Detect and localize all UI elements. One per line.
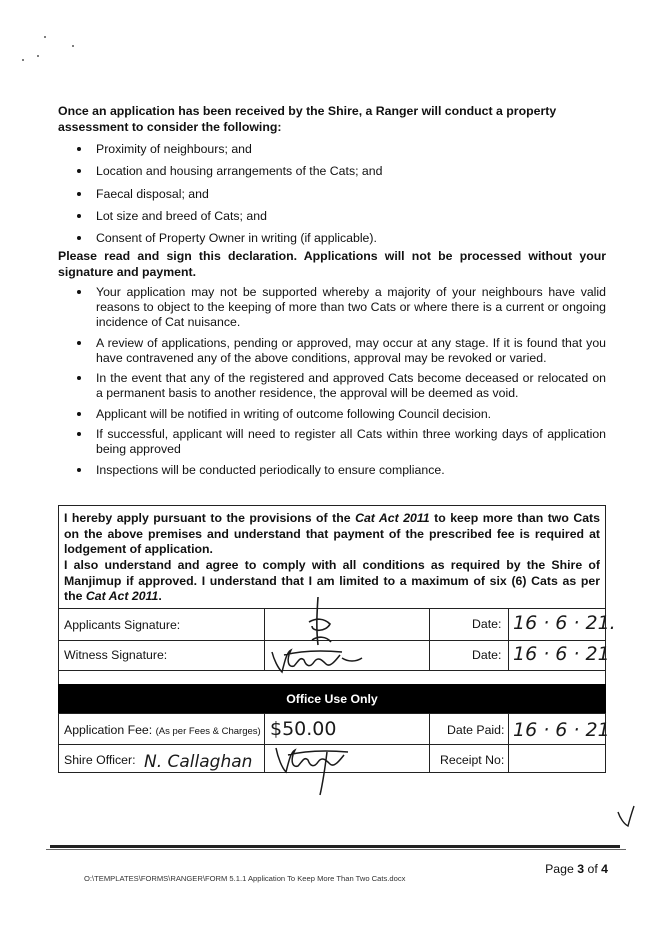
form-declaration-paragraph-1: I hereby apply pursuant to the provisions of the Cat Act 2011 to keep more than two Cats on the above premises and understand that payment of the prescribed fee is required at lodgement of application.	[64, 511, 600, 556]
date-paid-value: 16 · 6 · 21	[513, 719, 610, 741]
footer-rule	[46, 849, 626, 850]
application-fee-label: Application Fee: (As per Fees & Charges)	[64, 723, 261, 737]
form-declaration-paragraph-2: I also understand and agree to comply with all conditions as required by the Shire of Manjimup if approved. I understand that I am limited to a maximum of six (6) Cats as per the Cat Act 2011.	[64, 558, 600, 603]
shire-officer-name: N. Callaghan	[144, 752, 253, 772]
application-fee-value: $50.00	[270, 718, 337, 740]
list-item: Your application may not be supported whereby a majority of your neighbours have valid reasons to object to the keeping of more than two Cats or where there is a current or ongoing incidence of Cat nuisance.	[58, 285, 606, 330]
office-use-heading: Office Use Only	[58, 684, 606, 713]
act-name: Cat Act 2011	[85, 589, 159, 603]
applicant-date-label: Date:	[472, 617, 502, 631]
list-item: Consent of Property Owner in writing (if applicable).	[58, 231, 606, 246]
list-item: Inspections will be conducted periodically to ensure compliance.	[58, 463, 606, 478]
file-path: O:\TEMPLATES\FORMS\RANGER\FORM 5.1.1 Application To Keep More Than Two Cats.docx	[84, 874, 406, 883]
applicant-date-value: 16 · 6 · 21.	[513, 612, 616, 634]
page-number: Page 3 of 4	[545, 862, 608, 876]
list-item: Applicant will be notified in writing of outcome following Council decision.	[58, 407, 606, 422]
list-item: Lot size and breed of Cats; and	[58, 209, 606, 224]
applicant-signature-label: Applicants Signature:	[64, 618, 181, 632]
list-item: Faecal disposal; and	[58, 187, 606, 202]
declaration-heading: Please read and sign this declaration. Applications will not be processed without your signature and payment.	[58, 249, 606, 279]
list-item: A review of applications, pending or approved, may occur at any stage. If it is found that you have contravened any of the above conditions, approval may be revoked or varied.	[58, 336, 606, 366]
date-paid-label: Date Paid:	[447, 723, 505, 737]
assessment-intro: Once an application has been received by the Shire, a Ranger will conduct a property assessment to consider the following:	[58, 104, 557, 134]
receipt-no-label: Receipt No:	[440, 753, 505, 767]
act-name: Cat Act 2011	[355, 511, 430, 525]
list-item: Location and housing arrangements of the Cats; and	[58, 164, 606, 179]
footer-rule	[50, 845, 620, 848]
witness-signature-label: Witness Signature:	[64, 648, 168, 662]
list-item: In the event that any of the registered and approved Cats become deceased or relocated on a permanent basis to another residence, the approval will be deemed as void.	[58, 371, 606, 401]
witness-date-value: 16 · 6 · 21	[513, 643, 610, 665]
list-item: If successful, applicant will need to register all Cats within three working days of application being approved	[58, 427, 606, 457]
list-item: Proximity of neighbours; and	[58, 142, 606, 157]
witness-date-label: Date:	[472, 648, 502, 662]
shire-officer-label: Shire Officer:	[64, 753, 136, 767]
